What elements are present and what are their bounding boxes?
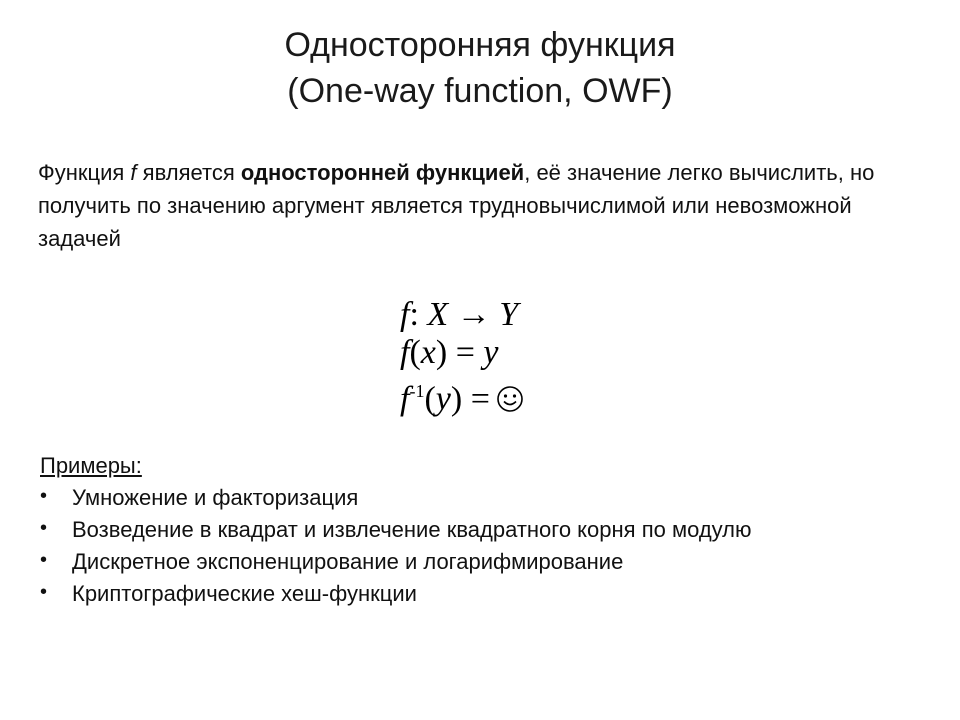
formula-paren-open: (: [409, 334, 421, 371]
definition-function-symbol: f: [130, 160, 137, 185]
formula-paren-close: ): [450, 380, 463, 418]
formula-equals: =: [470, 380, 490, 418]
examples-section: [40, 450, 940, 610]
formula-inverse: [400, 372, 620, 422]
definition-paragraph: [38, 156, 918, 255]
list-item-label: Умножение и факторизация: [72, 485, 359, 510]
formula-colon: :: [409, 296, 419, 333]
formula-paren-close: ): [435, 334, 448, 371]
list-item: [40, 482, 940, 514]
list-item-label: Дискретное экспоненцирование и логарифмирование: [72, 549, 624, 574]
formula-f: f: [400, 380, 410, 418]
definition-middle: является: [136, 160, 241, 185]
formula-value: y: [435, 380, 451, 418]
bullet-icon: •: [40, 485, 48, 507]
list-item: [40, 514, 940, 546]
formula-block: [400, 296, 620, 422]
arrow-icon: →: [456, 296, 491, 333]
formula-inverse-exponent: -1: [409, 381, 425, 401]
definition-prefix: Функция: [38, 160, 131, 185]
examples-list: [40, 482, 940, 610]
title-line-1: Односторонняя функция: [284, 26, 676, 64]
formula-mapping: [400, 296, 620, 334]
examples-heading: Примеры:: [40, 453, 142, 478]
formula-paren-open: (: [424, 380, 436, 418]
formula-equals: =: [455, 334, 475, 371]
formula-domain: X: [427, 296, 449, 333]
list-item: [40, 546, 940, 578]
formula-f: f: [400, 296, 410, 333]
smiley-face-icon: [496, 384, 524, 422]
title-line-2: (One-way function, OWF): [287, 72, 673, 110]
definition-term: односторонней функцией: [240, 160, 525, 185]
definition-rest: , её значение легко вычислить, но получить по значению аргумент является трудновычислимой или невозможной задачей: [38, 160, 875, 251]
bullet-icon: •: [40, 549, 48, 571]
formula-f: f: [400, 334, 410, 371]
formula-codomain: Y: [499, 296, 519, 333]
list-item: [40, 578, 940, 610]
formula-argument: x: [420, 334, 436, 371]
slide-title: [0, 22, 960, 114]
bullet-icon: •: [40, 517, 48, 539]
formula-value: y: [483, 334, 499, 371]
list-item-label: Возведение в квадрат и извлечение квадратного корня по модулю: [72, 517, 752, 542]
list-item-label: Криптографические хеш-функции: [72, 581, 417, 606]
formula-evaluation: [400, 334, 620, 372]
bullet-icon: •: [40, 581, 48, 603]
